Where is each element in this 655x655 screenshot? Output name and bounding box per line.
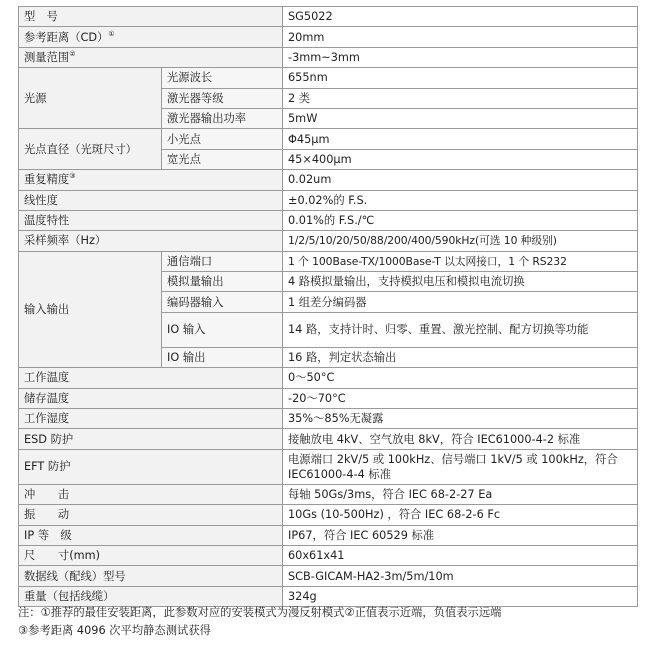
value-store-temp: -20～70°C [283,388,638,408]
label-io-input: IO 输入 [162,312,283,347]
label-vibration: 振 动 [19,505,283,525]
footnote-mark-2: ② [69,49,76,58]
value-range: -3mm~3mm [283,47,638,67]
value-io-comm: 1 个 100Base-TX/1000Base-T 以太网接口，1 个 RS232 [283,251,638,271]
row-esd [19,429,638,449]
value-io-encoder: 1 组差分编码器 [283,292,638,312]
value-linear: ±0.02%的 F.S. [283,190,638,210]
value-io-output: 16 路，判定状态输出 [283,347,638,367]
row-temp-char [19,210,638,230]
footnote-mark-1: ① [108,29,115,38]
footnote-line-1: 注：①推荐的最佳安装距离，此参数对应的安装模式为漫反射模式②正值表示近端，负值表示远端 [18,606,502,619]
label-range-text: 测量范围 [24,50,70,64]
label-io-comm: 通信端口 [162,251,283,271]
footnote-line-2: ③参考距离 4096 次平均静态测试获得 [18,624,211,637]
value-io-analog: 4 路模拟量输出，支持模拟电压和模拟电流切换 [283,272,638,292]
row-shock [19,484,638,504]
label-ip: IP 等 级 [19,525,283,545]
label-model: 型 号 [19,7,283,27]
label-linear: 线性度 [19,190,283,210]
value-op-temp: 0～50°C [283,368,638,388]
label-esd: ESD 防护 [19,429,283,449]
label-repeat-text: 重复精度 [24,173,70,187]
label-temp-char: 温度特性 [19,210,283,230]
label-sampling: 采样频率（Hz） [19,231,283,251]
value-laser-power: 5mW [283,108,638,128]
label-light: 光源 [19,68,162,129]
label-eft: EFT 防护 [19,449,283,484]
row-model [19,7,638,27]
row-linear [19,190,638,210]
label-io-analog: 模拟量输出 [162,272,283,292]
label-laser-power: 激光器输出功率 [162,108,283,128]
label-weight: 重量（包括线缆） [19,586,283,606]
row-ip [19,525,638,545]
value-ref-distance: 20mm [283,27,638,47]
row-range [19,47,638,67]
label-humidity: 工作湿度 [19,409,283,429]
value-eft: 电源端口 2kV/5 或 100kHz、信号端口 1kV/5 或 100kHz，符合 IEC61000-4-4 标准 [283,449,638,484]
value-ip: IP67，符合 IEC 60529 标准 [283,525,638,545]
label-repeat [19,170,283,190]
label-size: 尺 寸(mm) [19,545,283,565]
label-ref-distance [19,27,283,47]
label-io: 输入输出 [19,251,162,368]
row-ref-distance [19,27,638,47]
label-spot-small: 小光点 [162,129,283,149]
label-laser-class: 激光器等级 [162,88,283,108]
row-sampling [19,231,638,251]
value-shock: 每轴 50Gs/3ms，符合 IEC 68-2-27 Ea [283,484,638,504]
label-cable: 数据线（配线）型号 [19,566,283,586]
label-spot: 光点直径（光斑尺寸） [19,129,162,170]
label-io-encoder: 编码器输入 [162,292,283,312]
row-vibration [19,505,638,525]
value-laser-class: 2 类 [283,88,638,108]
footnote-mark-3: ③ [69,172,76,181]
label-io-output: IO 输出 [162,347,283,367]
value-sampling: 1/2/5/10/20/50/88/200/400/590kHz(可选 10 种级别) [283,231,638,251]
value-esd: 接触放电 4kV、空气放电 8kV，符合 IEC61000-4-2 标准 [283,429,638,449]
value-humidity: 35%～85%无凝露 [283,409,638,429]
footnotes [18,604,643,640]
row-io-comm [19,251,638,271]
row-store-temp [19,388,638,408]
row-light-wavelength [19,68,638,88]
row-eft [19,449,638,484]
spec-table [18,6,638,607]
label-spot-wide: 宽光点 [162,149,283,169]
value-vibration: 10Gs (10-500Hz) ，符合 IEC 68-2-6 Fc [283,505,638,525]
label-ref-distance-text: 参考距离（CD） [24,30,109,44]
value-wavelength: 655nm [283,68,638,88]
label-store-temp: 储存温度 [19,388,283,408]
value-temp-char: 0.01%的 F.S./℃ [283,210,638,230]
value-repeat: 0.02um [283,170,638,190]
row-cable [19,566,638,586]
value-io-input: 14 路，支持计时、归零、重置、激光控制、配方切换等功能 [283,312,638,347]
row-humidity [19,409,638,429]
value-spot-small: Φ45μm [283,129,638,149]
row-size [19,545,638,565]
value-weight: 324g [283,586,638,606]
label-range [19,47,283,67]
label-wavelength: 光源波长 [162,68,283,88]
row-repeat [19,170,638,190]
row-spot-small [19,129,638,149]
value-spot-wide: 45×400μm [283,149,638,169]
value-size: 60x61x41 [283,545,638,565]
label-shock: 冲 击 [19,484,283,504]
value-model: SG5022 [283,7,638,27]
label-op-temp: 工作温度 [19,368,283,388]
value-cable: SCB-GICAM-HA2-3m/5m/10m [283,566,638,586]
row-op-temp [19,368,638,388]
